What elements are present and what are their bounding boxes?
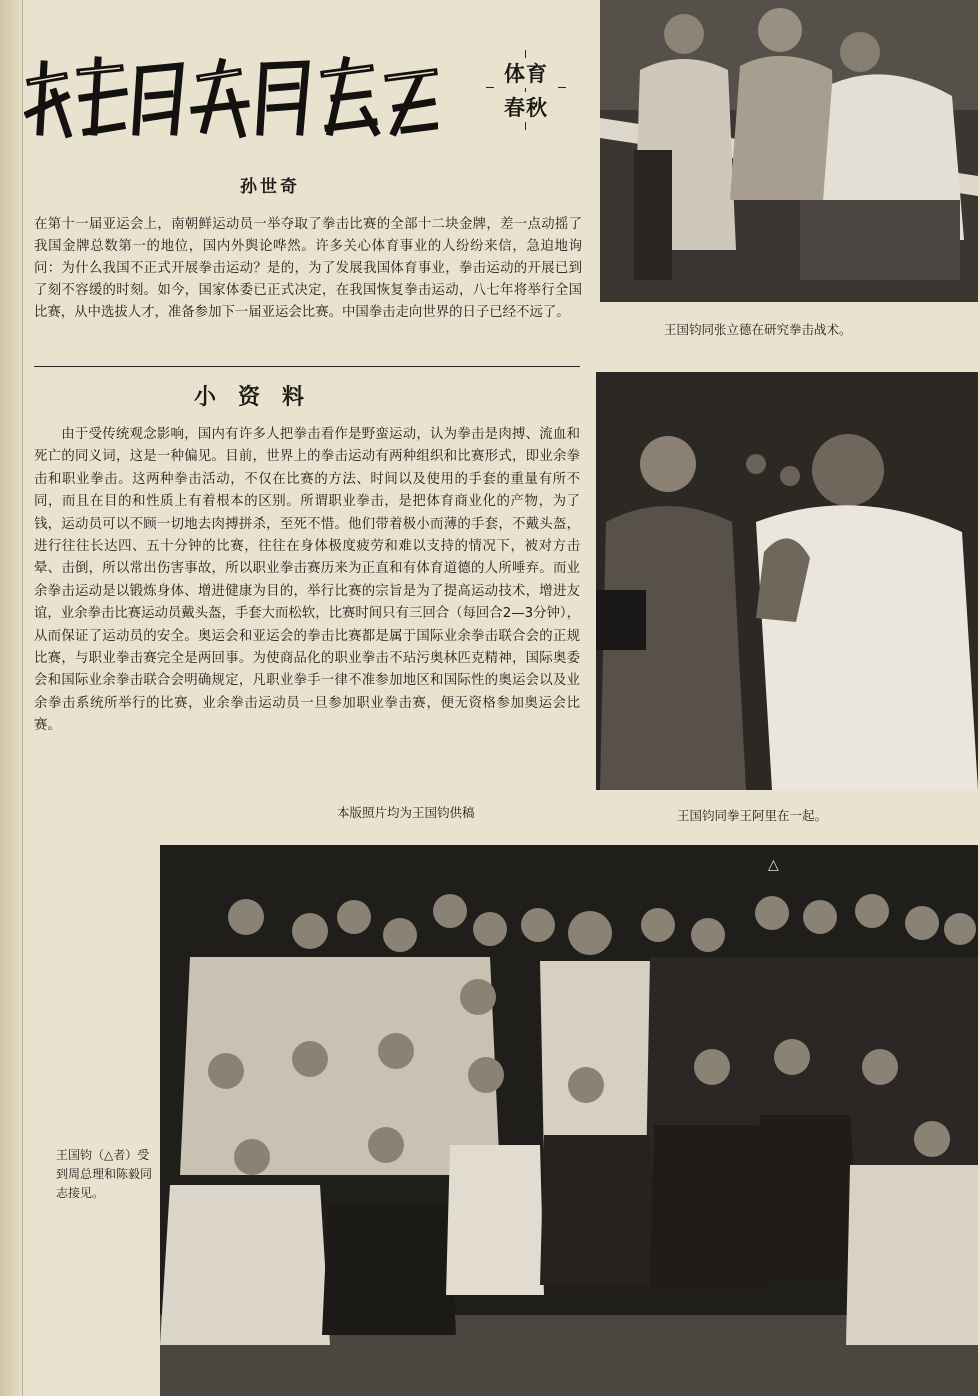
column-label-line1: 体育 (494, 58, 558, 88)
photo-caption: 王国钧同拳王阿里在一起。 (677, 808, 828, 823)
section-divider (34, 366, 580, 367)
page-spine (0, 0, 23, 1396)
group-photo-marker: △ (768, 857, 779, 873)
photo-credit: 本版照片均为王国钧供稿 (337, 805, 475, 820)
photo-with-ali (596, 372, 978, 790)
sidebar-body-text: 由于受传统观念影响，国内有许多人把拳击看作是野蛮运动，认为拳击是肉搏、流血和死亡的同义词，这是一种偏见。目前，世界上的拳击运动有两种组织和比赛形式，即业余拳击和职业拳击。这两种拳击活动，不仅在比赛的方法、时间以及使用的手套的重量有所不同，而且在目的和性质上有着根本的区别。所谓职业拳击，是把体育商业化的产物，为了钱，运动员可以不顾一切地去肉搏拼杀，至死不惜。他们带着极小而薄的手套，不戴头盔，进行往往长达四、五十分钟的比赛，往往在身体极度疲劳和难以支持的情况下，被对方击晕、击倒，所以常出伤害事故，所以职业拳击赛历来为正直和有体育道德的人所唾弃。而业余拳击运动是以锻炼身体、增进健康为目的，举行比赛的宗旨是为了提高运动技术，增进友谊，业余拳击比赛运动员戴头盔，手套大而松软，比赛时间只有三回合（每回合2—3分钟），从而保证了运动员的安全。奥运会和亚运会的拳击比赛都是属于国际业余拳击联合会的正规比赛，与职业拳击赛完全是两回事。为使商品化的职业拳击不玷污奥林匹克精神，国际奥委会和国际业余拳击联合会明确规定，凡职业拳手一律不准参加地区和国际性的奥运会以及业余拳击系统所举行的比赛，业余拳击运动员一旦参加职业拳击赛，便无资格参加奥运会比赛。 (34, 427, 580, 734)
photo-boxing-tactics (600, 0, 978, 302)
title-calligraphy-logo (24, 52, 438, 140)
sidebar-body (34, 424, 580, 738)
sidebar-heading: 小资料 (193, 385, 326, 410)
photo-caption: 王国钧同张立德在研究拳击战术。 (664, 322, 852, 337)
photo-group-reception (160, 845, 978, 1396)
photo-caption: 王国钧（△者）受到周总理和陈毅同志接见。 (56, 1148, 153, 1200)
author-byline: 孙世奇 (240, 177, 300, 197)
column-label-line2: 春秋 (494, 92, 558, 122)
lead-paragraph: 在第十一届亚运会上，南朝鲜运动员一举夺取了拳击比赛的全部十二块金牌，差一点动摇了我国金牌总数第一的地位，国内外舆论哗然。许多关心体育事业的人纷纷来信，急迫地询问：为什么我国不正式开展拳击运动？是的，为了发展我国体育事业，拳击运动的开展已到了刻不容缓的时刻。如今，国家体委已正式决定，在我国恢复拳击运动，八七年将举行全国比赛，从中选拔人才，准备参加下一届亚运会比赛。中国拳击走向世界的日子已经不远了。 (34, 217, 582, 320)
column-label (486, 50, 566, 130)
